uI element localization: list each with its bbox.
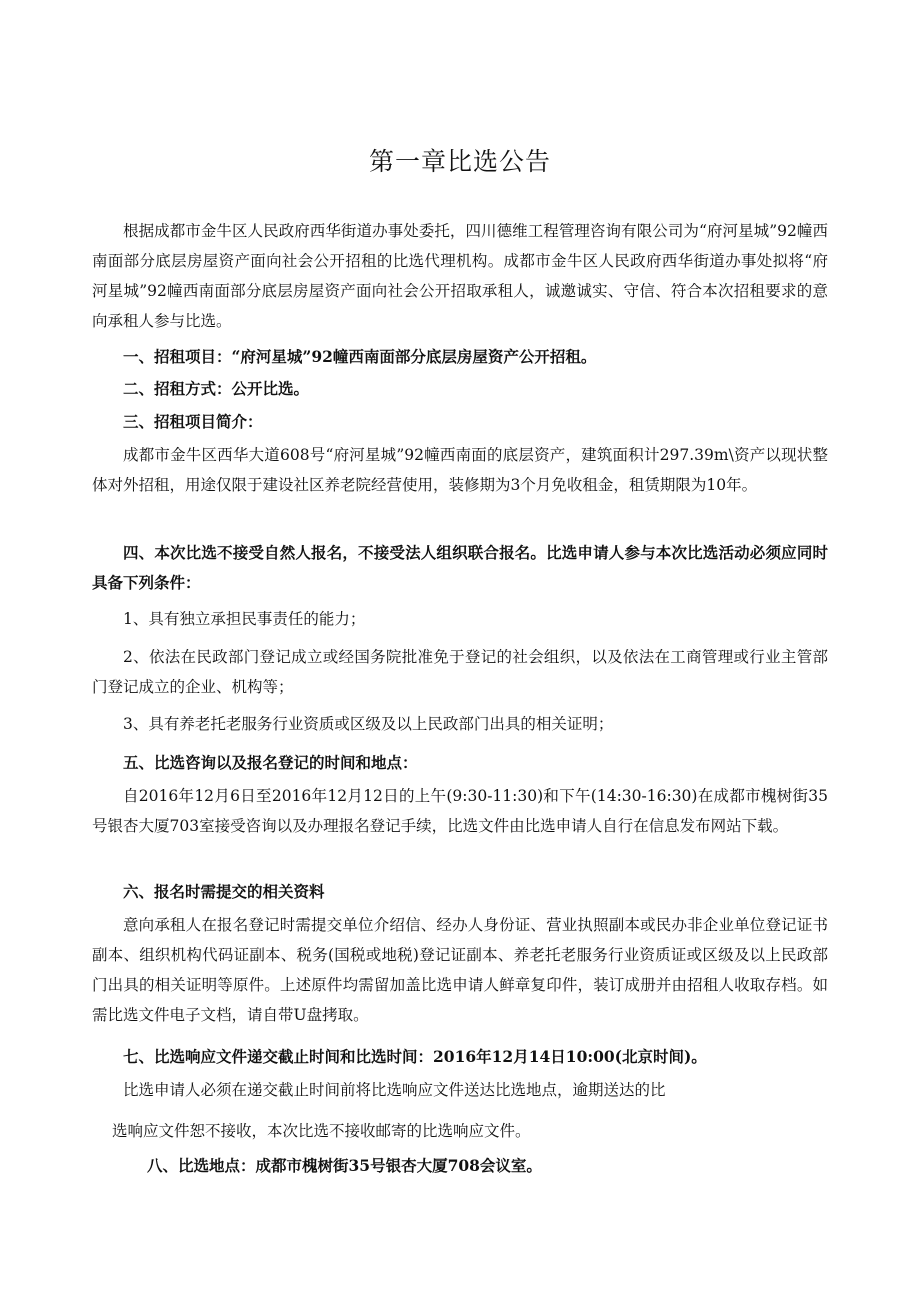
section-5-body: 自2016年12月6日至2016年12月12日的上午(9:30-11:30)和下午(14:30-16:30)在成都市槐树街35号银杏大厦703室接受咨询以及办理报名登记手续，比选文件由比选申请人自行在信息发布网站下载。 [92,787,828,835]
section-5-heading: 五、比选咨询以及报名登记的时间和地点： [123,753,418,772]
section-2-heading: 二、招租方式：公开比选。 [123,379,310,398]
section-7-heading: 七、比选响应文件递交截止时间和比选时间：2016年12月14日10:00(北京时间)。 [123,1047,707,1066]
section-1-heading: 一、招租项目：“府河星城”92幢西南面部分底层房屋资产公开招租。 [123,347,597,366]
section-8-heading: 八、比选地点：成都市槐树街35号银杏大厦708会议室。 [147,1156,542,1175]
section-4-heading: 四、本次比选不接受自然人报名，不接受法人组织联合报名。比选申请人参与本次比选活动必须应同时具备下列条件： [92,543,828,592]
section-3-heading: 三、招租项目简介： [123,412,263,431]
intro-paragraph: 根据成都市金牛区人民政府西华街道办事处委托，四川德维工程管理咨询有限公司为“府河星城”92幢西南面部分底层房屋资产面向社会公开招租的比选代理机构。成都市金牛区人民政府西华街道办事处拟将“府河星城”92幢西南面部分底层房屋资产面向社会公开招取承租人，诚邀诚实、守信、符合本次招租要求的意向承租人参与比选。 [92,222,828,330]
section-4-item-1: 1、具有独立承担民事责任的能力； [123,610,366,628]
page-title: 第一章比选公告 [368,147,551,176]
section-4-item-3: 3、具有养老托老服务行业资质或区级及以上民政部门出具的相关证明； [123,715,614,733]
section-4-item-2: 2、依法在民政部门登记成立或经国务院批准免于登记的社会组织，以及依法在工商管理或行业主管部门登记成立的企业、机构等； [92,648,828,696]
section-7-body-line-1: 比选申请人必须在递交截止时间前将比选响应文件送达比选地点，逾期送达的比 [123,1081,666,1099]
section-7-body-line-2: 选响应文件恕不接收，本次比选不接收邮寄的比选响应文件。 [112,1122,531,1140]
section-3-body: 成都市金牛区西华大道608号“府河星城”92幢西南面的底层资产，建筑面积计297.39m\资产以现状整体对外招租，用途仅限于建设社区养老院经营使用，装修期为3个月免收租金，租赁期限为10年。 [92,446,828,494]
section-6-body: 意向承租人在报名登记时需提交单位介绍信、经办人身份证、营业执照副本或民办非企业单位登记证书副本、组织机构代码证副本、税务(国税或地税)登记证副本、养老托老服务行业资质证或区级及以上民政部门出具的相关证明等原件。上述原件均需留加盖比选申请人鲜章复印件，装订成册并由招租人收取存档。如需比选文件电子文档，请自带U盘拷取。 [92,916,828,1024]
section-6-heading: 六、报名时需提交的相关资料 [123,882,325,901]
